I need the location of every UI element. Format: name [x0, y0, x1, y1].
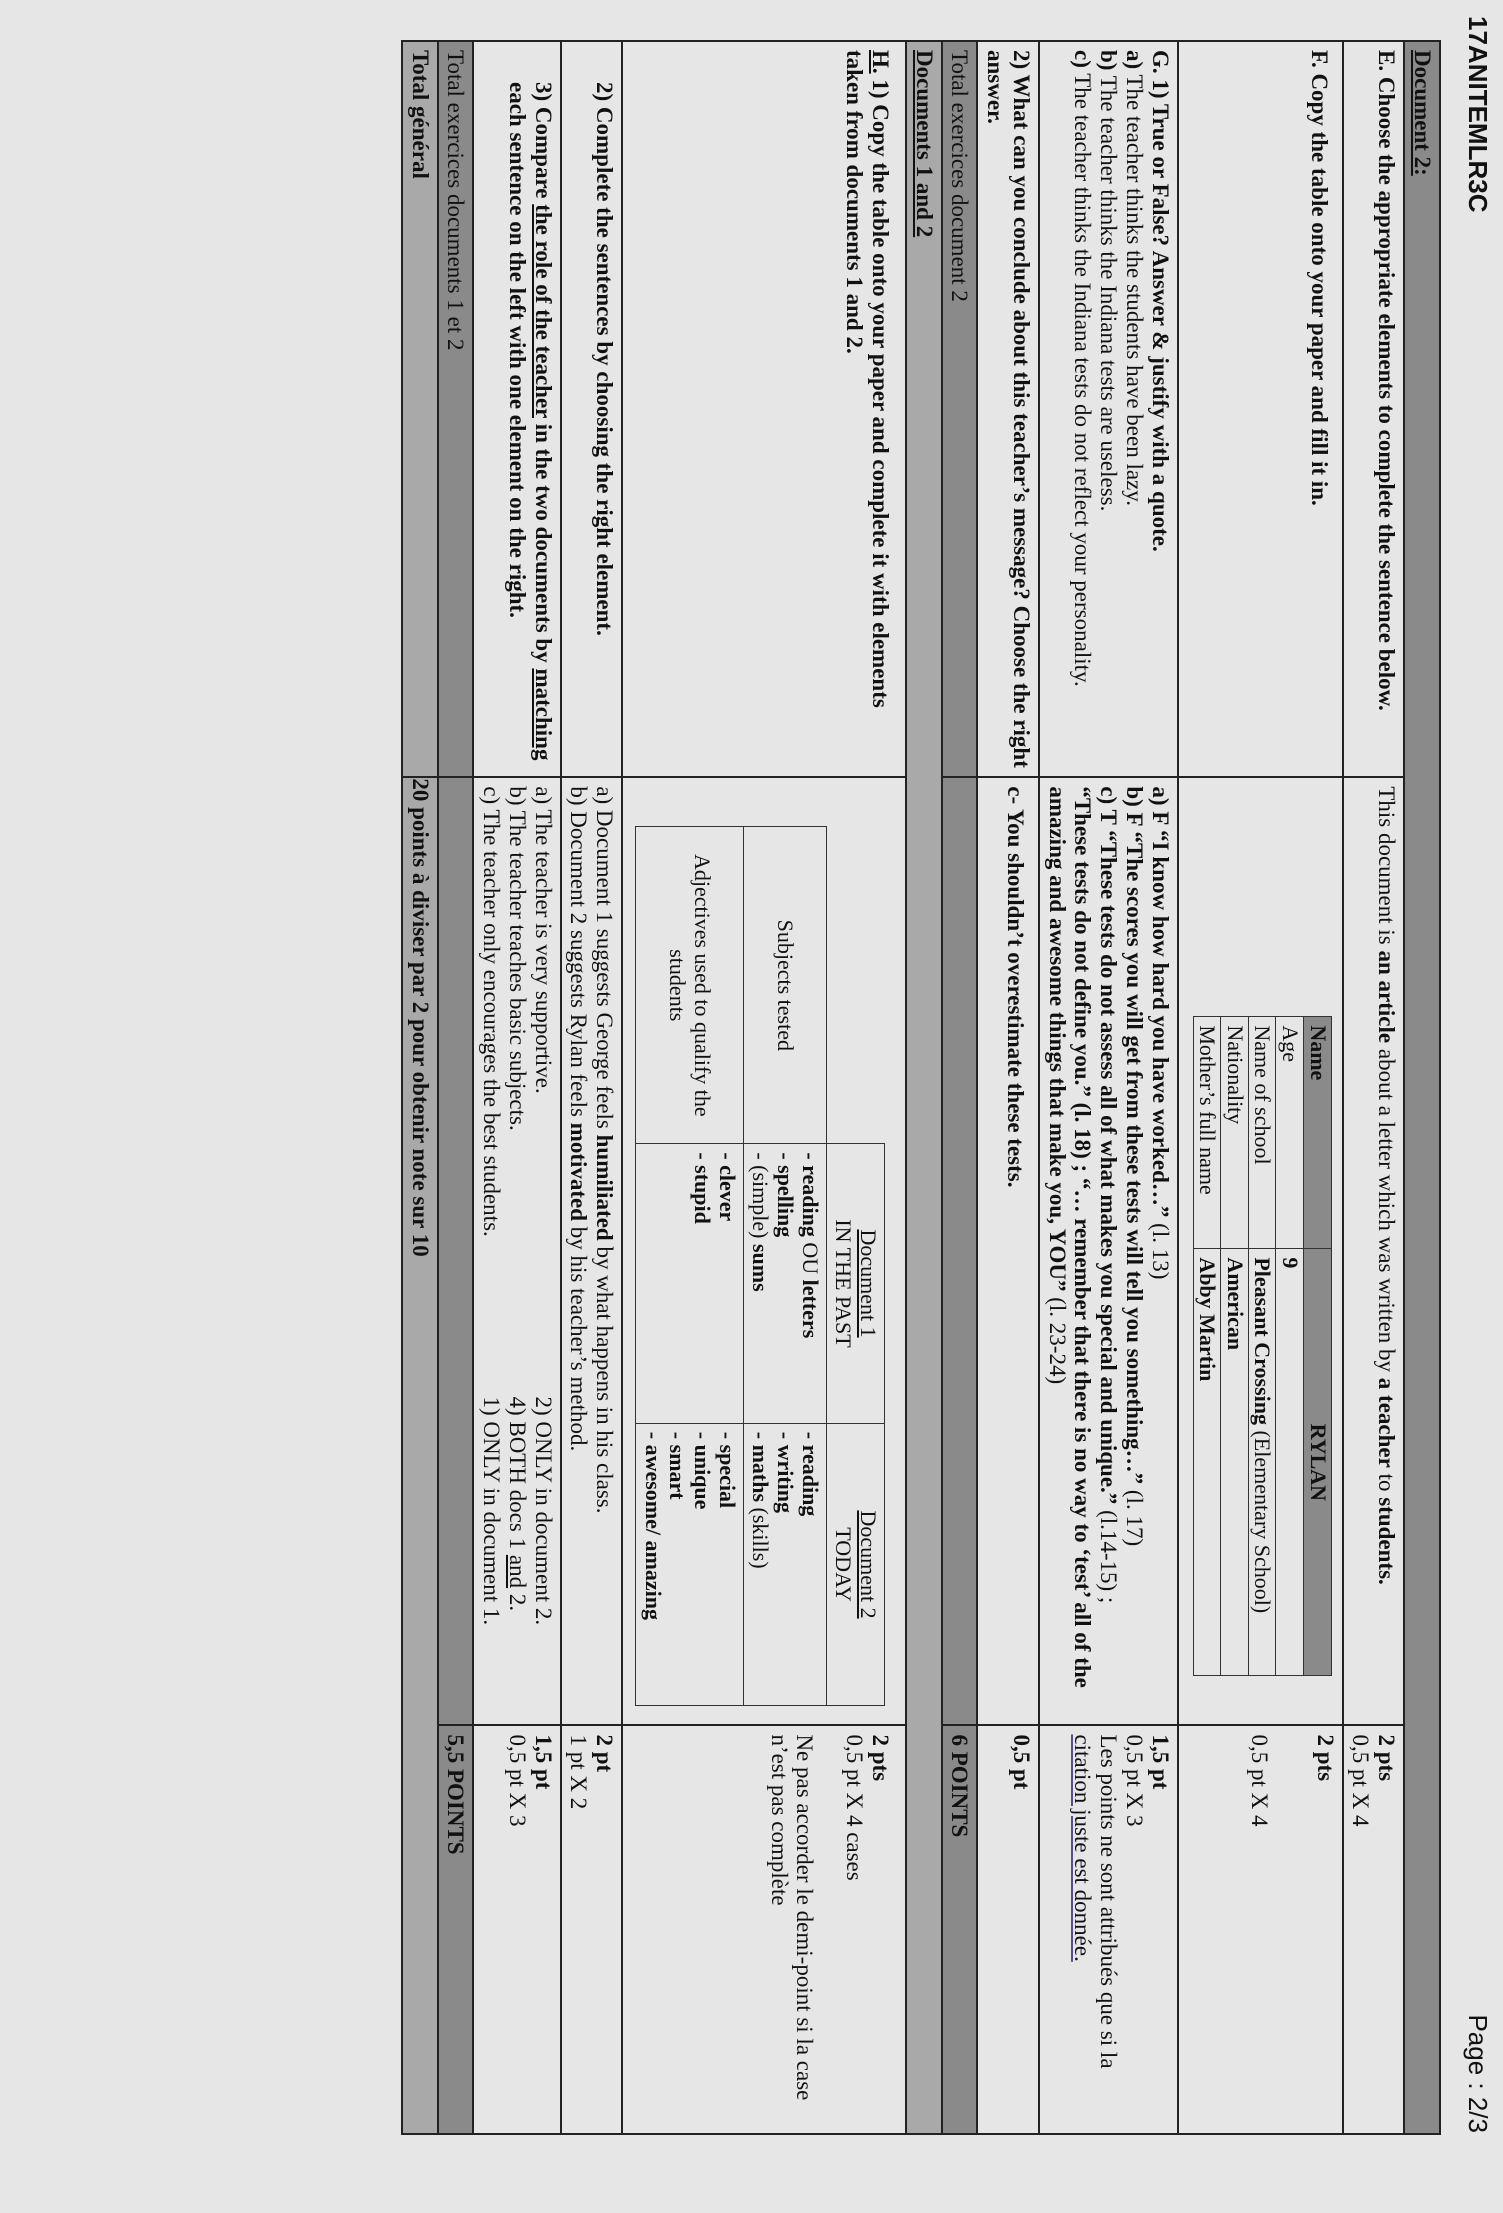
answer-g2: c- You shouldn’t overestimate these tests. [977, 777, 1039, 1725]
rylan-table [1193, 1016, 1332, 1676]
answer-e: This document is an article about a letter which was written by a teacher to students. [1343, 777, 1405, 1725]
question-f: F. Copy the table onto your paper and fill it in. [1178, 41, 1343, 777]
points-g1: 1,5 pt 0,5 pt X 3 Les points ne sont attribués que si la citation juste est donnée. [1039, 1725, 1178, 2134]
points-g2: 0,5 pt [977, 1725, 1039, 2134]
question-h1: H. 1) Copy the table onto your paper and complete it with elements taken from documents 1 and 2. [622, 41, 906, 777]
points-h3: 1,5 pt 0,5 pt X 3 [474, 1725, 561, 2134]
section-header-documents-1-2: Documents 1 and 2 [906, 41, 942, 2134]
total-document-2: Total exercices document 2 6 POINTS [942, 41, 978, 2134]
page-number: Page : 2/3 [1463, 2014, 1493, 2133]
answer-g1: a) F “I know how hard you have worked…” (l. 13) b) F “The scores you will get from these tests will tell you something…” (l. 17) c) T “These tests do not assess all of what makes you special and unique.” (l.14-15) ; “These tests do not define you.” (l. 18) ; “… remember that there is no way to ‘test’ all of the amazing and awesome things that make you, YOU” (l. 23-24) [1039, 777, 1178, 1725]
question-h2-row [561, 41, 623, 2134]
exam-code: 17ANITEMLR3C [1463, 16, 1493, 213]
table-row: Subjects tested - reading OU letters - spelling - (simple) sums - reading - writing - maths (skills) [743, 827, 826, 1706]
points-h1: 2 pts 0,5 pt X 4 cases Ne pas accorder le demi-point si la case n’est pas complète [622, 1725, 906, 2134]
question-g2: 2) What can you conclude about this teacher’s message? Choose the right answer. [977, 41, 1039, 777]
question-e-row [1343, 41, 1405, 2134]
question-h1-row [622, 41, 906, 2134]
grading-table [401, 40, 1441, 2135]
table-row: Name of school Pleasant Crossing (Elementary School) [1248, 1017, 1276, 1676]
answer-f [1178, 777, 1343, 1725]
answer-h1 [622, 777, 906, 1725]
answer-h3: a) The teacher is very supportive. 2) ONLY in document 2. b) The teacher teaches basic subjects. 4) BOTH docs 1 and 2. c) The teacher only encourages the best students. 1) ONLY in document 1. [474, 777, 561, 1725]
table-row: Mother’s full name Abby Martin [1193, 1017, 1221, 1676]
rylan-table-header: Name RYLAN [1304, 1017, 1332, 1676]
question-f-row [1178, 41, 1343, 2134]
question-g1: G. 1) True or False? Answer & justify with a quote. a) The teacher thinks the students have been lazy. b) The teacher thinks the Indiana tests are useless. c) The teacher thinks the Indiana tests do not reflect your personality. [1039, 41, 1178, 777]
section-header-document-2: Document 2: [1404, 41, 1440, 2134]
table-row: Adjectives used to qualify the students - clever - stupid - special - unique - smart - awesome/ amazing [636, 827, 744, 1706]
total-general: Total général 20 points à diviser par 2 pour obtenir note sur 10 [402, 41, 438, 2134]
comparison-table [635, 826, 885, 1706]
question-h2: 2) Complete the sentences by choosing the right element. [561, 41, 623, 777]
question-h3: 3) Compare the role of the teacher in the two documents by matching each sentence on the left with one element on the right. [474, 41, 561, 777]
table-row: Nationality American [1221, 1017, 1249, 1676]
question-g2-row [977, 41, 1039, 2134]
question-g1-row [1039, 41, 1178, 2134]
question-e: E. Choose the appropriate elements to complete the sentence below. [1343, 41, 1405, 777]
total-documents-1-2: Total exercices documents 1 et 2 5,5 POINTS [438, 41, 474, 2134]
comparison-header: Document 1 IN THE PAST Document 2 TODAY [826, 827, 884, 1706]
points-f: 2 pts 0,5 pt X 4 [1178, 1725, 1343, 2134]
question-h3-row [474, 41, 561, 2134]
table-row: Age 9 [1276, 1017, 1304, 1676]
points-h2: 2 pt 1 pt X 2 [561, 1725, 623, 2134]
points-e: 2 pts 0,5 pt X 4 [1343, 1725, 1405, 2134]
answer-h2: a) Document 1 suggests George feels humiliated by what happens in his class. b) Document 2 suggests Rylan feels motivated by his teacher’s method. [561, 777, 623, 1725]
